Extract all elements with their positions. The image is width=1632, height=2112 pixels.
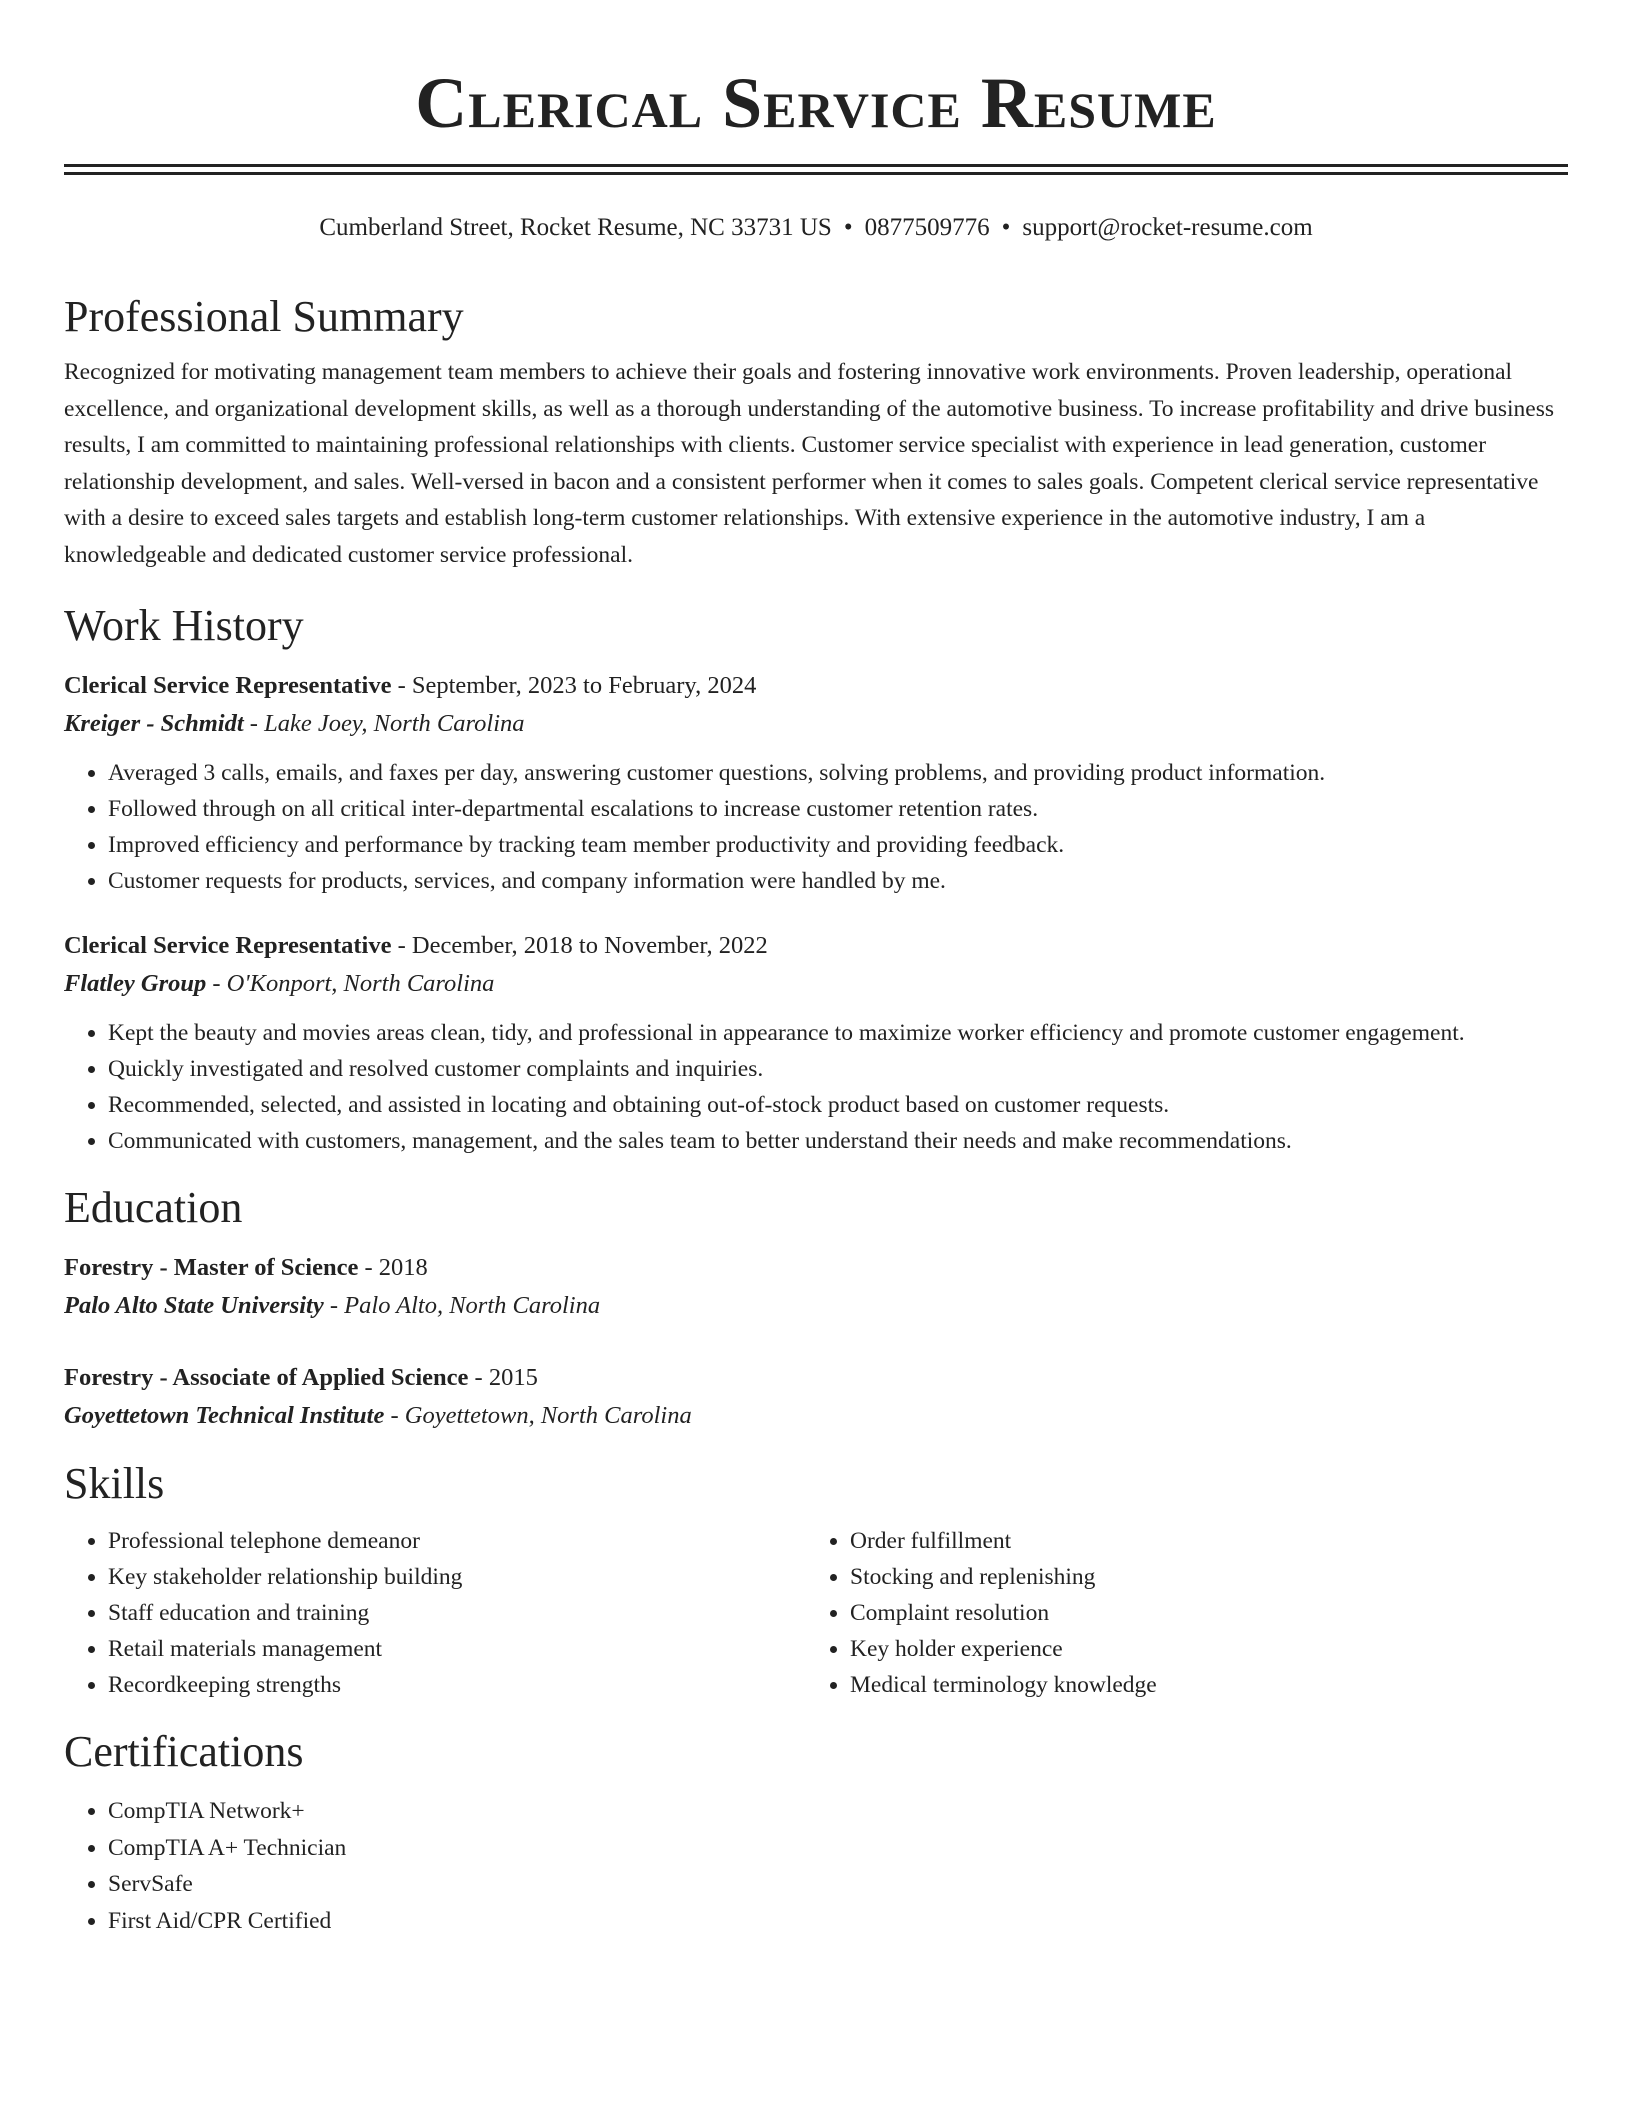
list-item: • Averaged 3 calls, emails, and faxes per day, answering customer questions, solving problems, and providing product information. xyxy=(108,755,1568,791)
school-line: Palo Alto State University - Palo Alto, North Carolina xyxy=(64,1292,601,1319)
list-item: • Kept the beauty and movies areas clean, tidy, and professional in appearance to maximize worker efficiency and promote customer engagement. xyxy=(108,1015,1568,1051)
summary-heading: Professional Summary xyxy=(64,292,464,341)
school-line: Goyettetown Technical Institute - Goyettetown, North Carolina xyxy=(64,1402,692,1429)
degree-line: Forestry - Associate of Applied Science - 2015 xyxy=(64,1364,538,1391)
job-dates: December, 2018 to November, 2022 xyxy=(411,932,768,959)
list-item: • Followed through on all critical inter-departmental escalations to increase customer retention rates. xyxy=(108,791,1568,827)
skills-heading: Skills xyxy=(64,1459,165,1508)
job-bullets xyxy=(64,755,1568,899)
job-entry xyxy=(64,927,1568,1159)
contact-line xyxy=(64,212,1568,244)
list-item: • Order fulfillment xyxy=(850,1523,1548,1559)
contact-address: Cumberland Street, Rocket Resume, NC 33731 US xyxy=(319,214,832,241)
list-item: • Staff education and training xyxy=(108,1595,806,1631)
degree-line: Forestry - Master of Science - 2018 xyxy=(64,1254,428,1281)
degree-year: 2015 xyxy=(488,1364,538,1391)
job-dates: September, 2023 to February, 2024 xyxy=(411,672,757,699)
list-item: • CompTIA A+ Technician xyxy=(108,1830,1568,1867)
certifications-heading: Certifications xyxy=(64,1727,304,1776)
skills-grid xyxy=(64,1523,1568,1703)
job-company: Flatley Group xyxy=(64,970,207,997)
job-company: Kreiger - Schmidt xyxy=(64,710,244,737)
list-item: • Retail materials management xyxy=(108,1631,806,1667)
contact-separator: • xyxy=(843,214,853,241)
job-title-line: Clerical Service Representative - September, 2023 to February, 2024 xyxy=(64,672,757,699)
list-item: • Medical terminology knowledge xyxy=(850,1667,1548,1703)
work-history-heading: Work History xyxy=(64,601,304,650)
job-entry xyxy=(64,667,1568,899)
degree-name: Forestry - Master of Science xyxy=(64,1254,359,1281)
school-location: Goyettetown, North Carolina xyxy=(404,1402,692,1429)
job-company-line: Kreiger - Schmidt - Lake Joey, North Carolina xyxy=(64,710,525,737)
list-item: • ServSafe xyxy=(108,1866,1568,1903)
summary-text: Recognized for motivating management team members to achieve their goals and fostering innovative work environments. Proven leadership, operational excellence, and organizational development skills, as well as a thorough understanding of the automotive business. To increase profitability and drive business results, I am committed to maintaining professional relationships with clients. Customer service specialist with experience in lead generation, customer relationship development, and sales. Well-versed in bacon and a consistent performer when it comes to sales goals. Competent clerical service representative with a desire to exceed sales targets and establish long-term customer relationships. With extensive experience in the automotive industry, I am a knowledgeable and dedicated customer service professional. xyxy=(64,359,1555,568)
list-item: • Recommended, selected, and assisted in locating and obtaining out-of-stock product based on customer requests. xyxy=(108,1087,1568,1123)
degree-name: Forestry - Associate of Applied Science xyxy=(64,1364,469,1391)
list-item: • First Aid/CPR Certified xyxy=(108,1903,1568,1940)
list-item: • Recordkeeping strengths xyxy=(108,1667,806,1703)
job-company-line: Flatley Group - O'Konport, North Carolina xyxy=(64,970,495,997)
job-role: Clerical Service Representative xyxy=(64,932,392,959)
list-item: • Customer requests for products, services, and company information were handled by me. xyxy=(108,863,1568,899)
contact-email: support@rocket-resume.com xyxy=(1022,214,1313,241)
resume-title: Clerical Service Resume xyxy=(415,63,1217,143)
list-item: • Communicated with customers, management, and the sales team to better understand their needs and make recommendations. xyxy=(108,1123,1568,1159)
list-item: • Complaint resolution xyxy=(850,1595,1548,1631)
contact-separator: • xyxy=(1001,214,1011,241)
list-item: • Key stakeholder relationship building xyxy=(108,1559,806,1595)
job-title-line: Clerical Service Representative - December, 2018 to November, 2022 xyxy=(64,932,768,959)
job-location: O'Konport, North Carolina xyxy=(226,970,495,997)
job-bullets xyxy=(64,1015,1568,1159)
list-item: • Key holder experience xyxy=(850,1631,1548,1667)
list-item: • Improved efficiency and performance by tracking team member productivity and providing feedback. xyxy=(108,827,1568,863)
education-entry xyxy=(64,1359,1568,1435)
list-item: • Quickly investigated and resolved customer complaints and inquiries. xyxy=(108,1051,1568,1087)
list-item: • CompTIA Network+ xyxy=(108,1793,1568,1830)
education-entry xyxy=(64,1249,1568,1325)
list-item: • Stocking and replenishing xyxy=(850,1559,1548,1595)
school-location: Palo Alto, North Carolina xyxy=(344,1292,601,1319)
skills-column-left xyxy=(64,1523,806,1703)
school-name: Goyettetown Technical Institute xyxy=(64,1402,385,1429)
job-role: Clerical Service Representative xyxy=(64,672,392,699)
education-heading: Education xyxy=(64,1183,243,1232)
certifications-list xyxy=(64,1793,1568,1939)
skills-column-right xyxy=(806,1523,1548,1703)
contact-phone: 0877509776 xyxy=(864,214,990,241)
job-location: Lake Joey, North Carolina xyxy=(264,710,525,737)
degree-year: 2018 xyxy=(378,1254,428,1281)
school-name: Palo Alto State University xyxy=(64,1292,324,1319)
list-item: • Professional telephone demeanor xyxy=(108,1523,806,1559)
title-double-rule xyxy=(64,164,1568,175)
